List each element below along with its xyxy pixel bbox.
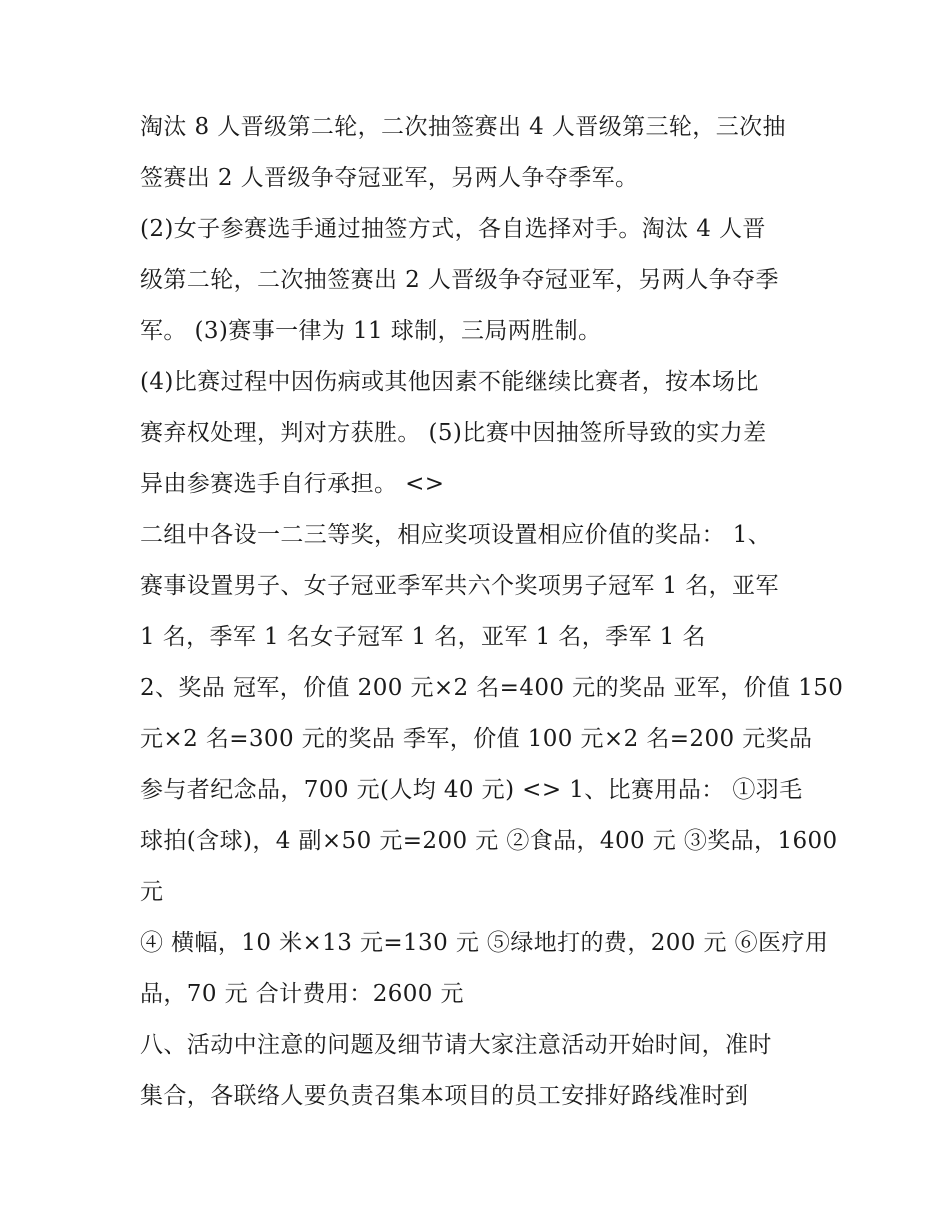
text-line: (2)女子参赛选手通过抽签方式，各自选择对手。淘汰 4 人晋: [140, 216, 766, 242]
text-line: 参与者纪念品，700 元(人均 40 元) <> 1、比赛用品： ①羽毛: [140, 777, 803, 803]
text-line: 元: [140, 879, 164, 905]
text-line: 1 名，季军 1 名女子冠军 1 名，亚军 1 名，季军 1 名: [140, 624, 706, 650]
text-line: 品，70 元 合计费用：2600 元: [140, 981, 464, 1007]
text-line: (4)比赛过程中因伤病或其他因素不能继续比赛者，按本场比: [140, 369, 759, 395]
document-body: [140, 102, 844, 1122]
text-line: 级第二轮，二次抽签赛出 2 人晋级争夺冠亚军，另两人争夺季: [140, 267, 779, 293]
text-line: 赛弃权处理，判对方获胜。 (5)比赛中因抽签所导致的实力差: [140, 420, 767, 446]
text-line: 异由参赛选手自行承担。 <>: [140, 471, 445, 497]
text-line: 八、活动中注意的问题及细节请大家注意活动开始时间，准时: [140, 1032, 772, 1058]
text-line: 签赛出 2 人晋级争夺冠亚军，另两人争夺季军。: [140, 165, 639, 191]
text-line: 集合，各联络人要负责召集本项目的员工安排好路线准时到: [140, 1083, 749, 1109]
text-line: 赛事设置男子、女子冠亚季军共六个奖项男子冠军 1 名，亚军: [140, 573, 779, 599]
text-line: 淘汰 8 人晋级第二轮，二次抽签赛出 4 人晋级第三轮，三次抽: [140, 114, 786, 140]
text-line: 军。 (3)赛事一律为 11 球制，三局两胜制。: [140, 318, 602, 344]
text-line: 2、奖品 冠军，价值 200 元×2 名=400 元的奖品 亚军，价值 150: [140, 675, 844, 701]
text-line: ④ 横幅，10 米×13 元=130 元 ⑤绿地打的费，200 元 ⑥医疗用: [140, 930, 829, 956]
text-line: 二组中各设一二三等奖，相应奖项设置相应价值的奖品： 1、: [140, 522, 772, 548]
text-line: 球拍(含球)，4 副×50 元=200 元 ②食品，400 元 ③奖品，1600: [140, 828, 838, 854]
text-line: 元×2 名=300 元的奖品 季军，价值 100 元×2 名=200 元奖品: [140, 726, 813, 752]
